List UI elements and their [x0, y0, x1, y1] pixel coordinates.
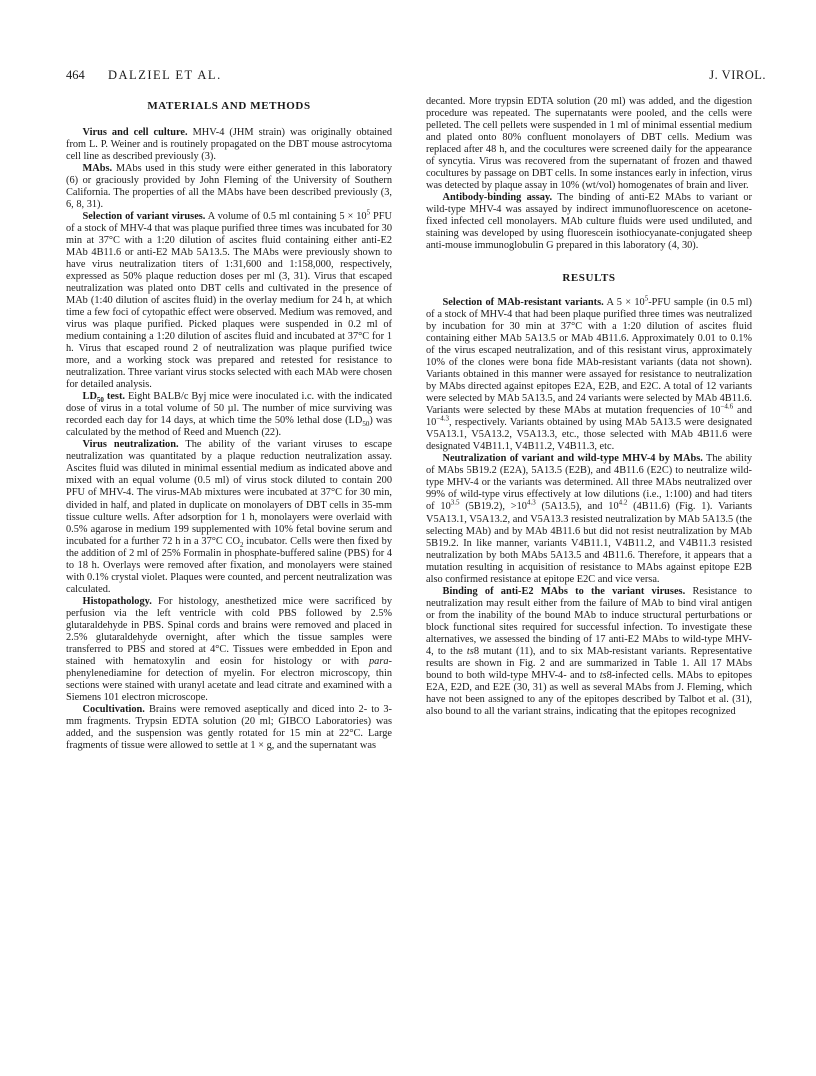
paragraph-text: The ability of MAbs 5B19.2 (E2A), 5A13.5 (E2B), and 4B11.6 (E2C) to neutralize wild-type MHV-4 or the variants was determined. All three MAbs neutralized over 99% of wild-type virus effectively at low dilutions (i.e., 1:100) and had titers of 10 [426, 453, 752, 513]
italic-text: para [369, 655, 389, 667]
paragraph-mabs [66, 163, 392, 211]
paragraph-virus-neutralization [66, 439, 392, 595]
paragraph-selection-variant-viruses [66, 208, 392, 391]
superscript: −4.3 [436, 414, 450, 423]
paragraph-lead: Neutralization of variant and wild-type MHV-4 by MAbs. [442, 453, 703, 465]
paragraph-histopathology [66, 596, 392, 704]
left-column [66, 96, 392, 752]
paragraph-lead: Virus and cell culture. [82, 127, 188, 139]
paragraph-selection-mab-resistant [426, 294, 752, 453]
paragraph-text: 8 mutant (11), and to six MAb-resistant variants. Representative results are shown in Fig. 2 and are summarized in Table 1. All 17 MAbs bound to both wild-type MHV-4- and to [426, 645, 753, 681]
subscript: 2 [239, 540, 244, 549]
paragraph-text: , respectively. Variants obtained by using MAb 5A13.5 were designated V5A13.1, V5A13.2, V5A13.3, etc., those selected with MAb 4B11.6 were designated V4B11.1, V4B11.2, V4B11.3, etc. [426, 417, 752, 453]
superscript: −4.6 [720, 402, 734, 411]
paragraph-text: decanted. More trypsin EDTA solution (20 ml) was added, and the digestion procedure was repeated. The supernatants were pooled, and the cells were pelleted. The cell pellets were suspended in 1 ml of minimal essential medium and plated onto 80% confluent monolayers of DBT cells. Medium was replaced after 48 h, and the cocultures were screened daily for the appearance of syncytia. Virus was recovered from the supernatant of frozen and thawed cocultures by passage on DBT cells. In some instances early in infection, virus was detected by plaque assay in 10% (wt/vol) homogenates of brain and liver. [426, 96, 752, 192]
section-title-materials-methods: MATERIALS AND METHODS [147, 100, 311, 112]
running-header [66, 68, 766, 88]
paragraph-text: The ability of the variant viruses to escape neutralization was quantitated by a plaque reduction neutralization assay. Ascites fluid was diluted in minimal essential medium as indicated above and mixed with an equal volume (0.5 ml) of virus stock diluted to contain 200 PFU of MHV-4. The virus-MAb mixtures were incubated at 37°C for 30 min, divided in half, and plated in duplicate on monolayers of DBT cells in 35-mm tissue culture wells. After adsorption for 1 h, monolayers were overlaid with 0.5% agarose in medium 199 supplemented with 10% fetal bovine serum and incubated for a further 72 h in a 37°C CO [66, 439, 392, 547]
page-number: 464 [66, 68, 85, 82]
paragraph-text: 8-infected cells. MAbs to epitopes E2A, E2D, and E2E (30, 31) as well as several MAbs from J. Fleming, which have not been assigned to any of the epitopes described by Talbot et al. (31), also bound to all the variant strains, indicating that the epitopes recognized [426, 669, 752, 717]
superscript: 5 [644, 294, 649, 303]
subscript: 50 [96, 396, 104, 405]
paragraph-text: MHV-4 (JHM strain) was originally obtained from L. P. Weiner and is routinely propagated on the DBT mouse astrocytoma cell line as described previously (3). [66, 127, 392, 163]
lead-text: LD [82, 391, 97, 403]
paragraph-text: MAbs used in this study were either generated in this laboratory (6) or graciously provided by John Fleming of the University of Southern California. The properties of all the MAbs have been described previously (3, 6, 8, 31). [66, 163, 392, 211]
subscript: 50 [362, 420, 370, 429]
paragraph-text: A 5 × 10 [603, 297, 645, 309]
superscript: 3.5 [450, 499, 460, 508]
section-title-results: RESULTS [562, 272, 616, 285]
paragraph-lead [82, 391, 125, 405]
paragraph-ld50-test [66, 391, 392, 439]
superscript: 4.3 [526, 499, 536, 508]
paragraph-lead: Histopathology. [82, 595, 152, 607]
paragraph-virus-cell-culture [66, 127, 392, 163]
paragraph-text: The binding of anti-E2 MAbs to variant or wild-type MHV-4 was assayed by indirect immunofluorescence on acetone-fixed infected cell monolayers. MAb culture fluids were used undiluted, and staining was developed by using fluorescein isothiocyanate-conjugated sheep anti-mouse immunoglobulin G prepared in this laboratory (4, 30). [426, 192, 752, 252]
paragraph-lead: MAbs. [82, 163, 113, 175]
paragraph-lead: Selection of MAb-resistant variants. [442, 297, 604, 309]
paragraph-lead: Virus neutralization. [82, 439, 179, 451]
lead-text: test. [103, 391, 125, 403]
paragraph-binding-anti-e2 [426, 586, 752, 718]
paragraph-text: PFU of a stock of MHV-4 that was plaque purified three times was incubated for 30 min at 37°C with a 1:20 dilution of ascites fluid containing either anti-E2 MAb 4B11.6 or anti-E2 MAb 5A13.5. The MAbs were previously shown to have virus neutralization titers of 1:31,600 and 1:158,000, respectively, expressed as 50% plaque reduction doses per ml (3, 31). Virus that escaped neutralization was plated onto DBT cells and cultivated in the presence of MAb (1:40 dilution of ascites fluid) in the overlay medium for 24 h, at which time a few foci of cytopathic effect were observed. Medium was removed, and virus was plaque purified. Picked plaques were suspended in 0.2 ml of medium containing a 1:20 dilution of ascites fluid and incubated at 37°C for 1 h. Virus that escaped round 2 of neutralization was plaque purified twice more, and a working stock was prepared and retested for resistance to neutralization. Three variant virus stocks selected with each MAb were chosen for detailed analysis. [66, 211, 392, 391]
right-column [426, 96, 752, 718]
paragraph-text: Brains were removed aseptically and diced into 2- to 3-mm fragments. Trypsin EDTA solution (20 ml; GIBCO Laboratories) was added, and the suspension was gently rotated for 15 min at 22°C. Large fragments of tissue were allowed to settle at 1 × g, and the supernatant was [66, 703, 392, 751]
paragraph-text: Resistance to neutralization may result either from the failure of MAb to bind viral antigen or from the inability of the bound MAb to induce structural perturbations or block functional sites required for successful infection. To investigate these alternatives, we assessed the binding of 17 anti-E2 MAbs to wild-type MHV-4, to the [426, 585, 753, 657]
paragraph-lead: Antibody-binding assay. [442, 192, 553, 204]
paragraph-text: -PFU sample (in 0.5 ml) of a stock of MHV-4 that had been plaque purified three times was neutralized by incubation for 30 min at 37°C with a 1:20 dilution of ascites fluid containing either MAb 5A13.5 or MAb 4B11.6. Approximately 0.01 to 0.1% of the virus escaped neutralization, and of this resistant virus, approximately 10% of the clones were bona fide MAb-resistant variants (data not shown). Variants obtained in this manner were assayed for resistance to neutralization by MAbs directed against epitopes E2A, E2B, and E2C. A total of 12 variants were selected by MAb 5A13.5, and 24 variants were selected by MAb 4B11.6. Variants were selected by these MAbs at mutation frequencies of 10 [426, 297, 752, 417]
paragraph-text: incubator. Cells were then fixed by the addition of 2 ml of 25% Formalin in phosphate-buffered saline (PBS) for 4 to 18 h. Overlays were removed after fixation, and monolayers were stained with 0.1% crystal violet. Plaques were counted, and percent neutralization was calculated. [66, 535, 392, 595]
superscript: 4.2 [618, 499, 628, 508]
paragraph-text: (4B11.6) (Fig. 1). Variants V5A13.1, V5A13.2, and V5A13.3 resisted neutralization by MAb 5A13.5 (the selecting MAb) and by MAb 4B11.6 but did not resist neutralization by MAb 5B19.2. In like manner, variants V4B11.1, V4B11.2, and V4B11.3 resisted neutralization by both MAbs 5A13.5 and 4B11.6. Therefore, it appears that a mutation resulting in acquisition of resistance to MAbs against epitope E2B also confirmed resistance at epitope E2C and vice versa. [426, 501, 753, 585]
paragraph-lead: Cocultivation. [82, 703, 145, 715]
paragraph-text: -phenylenediamine for detection of myelin. For electron microscopy, thin sections were stained with uranyl acetate and lead citrate and examined with a Siemens 101 electron microscope. [66, 655, 392, 703]
italic-text: ts [466, 645, 474, 657]
paragraph-text: and 10 [426, 405, 752, 429]
italic-text: ts [599, 669, 607, 681]
paragraph-text: Eight BALB/c Byj mice were inoculated i.c. with the indicated dose of virus in a total volume of 50 µl. The number of mice surviving was recorded each day for 14 days, at which time the 50% lethal dose (LD [66, 391, 392, 427]
paragraph-cocultivation [66, 704, 392, 752]
paragraph-neutralization-variant [426, 453, 752, 585]
superscript: 5 [366, 208, 371, 217]
running-authors: DALZIEL ET AL. [108, 68, 222, 82]
paragraph-text: A volume of 0.5 ml containing 5 × 10 [205, 211, 367, 223]
paragraph-text: For histology, anesthetized mice were sacrificed by perfusion via the left ventricle with cold PBS followed by 2.5% glutaraldehyde in PBS. Spinal cords and brains were removed and placed in 2.5% glutaraldehyde overnight, after which the tissue samples were transferred to PBS and stored at 4°C. Tissues were embedded in Epon and stained with hematoxylin and eosin for histology or with [66, 595, 392, 667]
paragraph-cocultivation-continued [426, 96, 752, 192]
paragraph-antibody-binding-assay [426, 192, 752, 252]
paragraph-text: ) was calculated by the method of Reed and Muench (22). [66, 415, 392, 439]
paragraph-lead: Binding of anti-E2 MAbs to the variant viruses. [442, 585, 686, 597]
paragraph-lead: Selection of variant viruses. [82, 211, 206, 223]
paragraph-text: (5B19.2), >10 [459, 501, 527, 513]
journal-abbrev: J. VIROL. [709, 68, 766, 82]
paragraph-text: (5A13.5), and 10 [535, 501, 619, 513]
